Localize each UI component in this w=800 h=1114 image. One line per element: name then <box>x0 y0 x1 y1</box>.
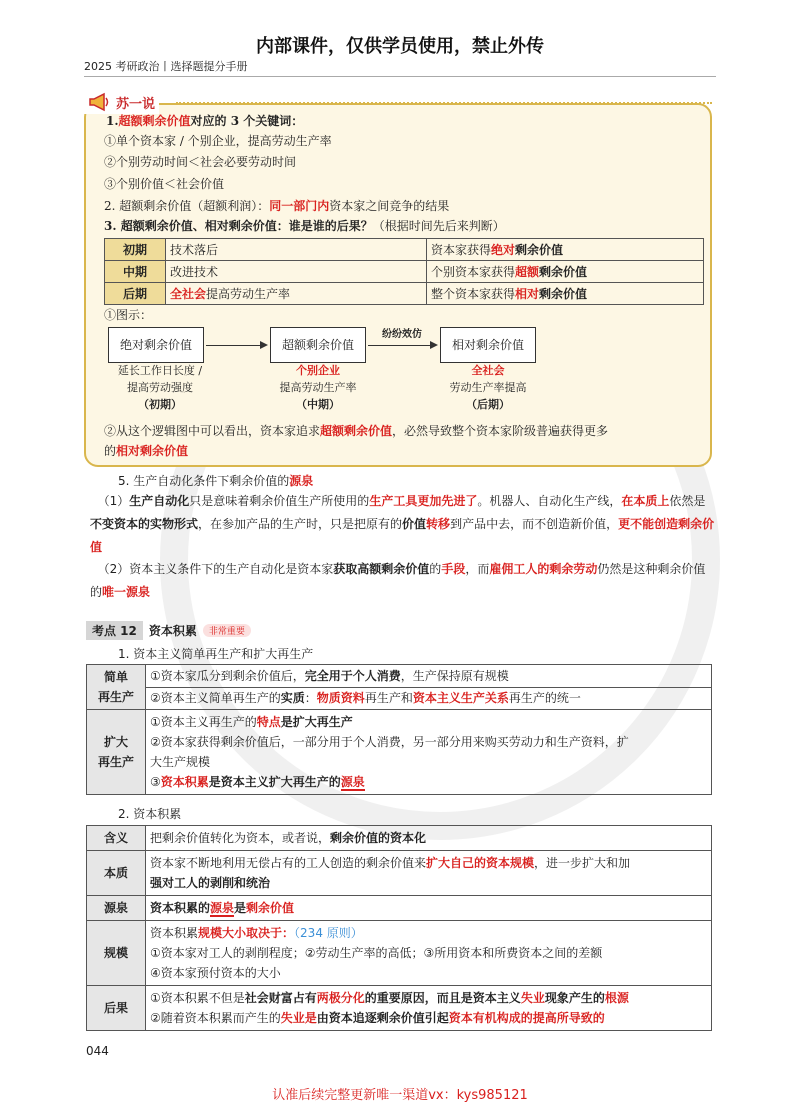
suyi-tag-label: 苏一说 <box>116 96 156 112</box>
scale-cell <box>146 921 712 986</box>
p2-g: 仍 <box>597 562 610 576</box>
res-2d: 资本有机构成的提高所导致的 <box>448 1011 605 1025</box>
flow-caption-2 <box>248 362 388 413</box>
cause-cell <box>166 261 427 283</box>
kaodian-number: 考点 12 <box>86 621 143 640</box>
res-cell <box>146 986 712 1031</box>
kd12-subtitle-2: 2. 资本积累 <box>118 807 182 821</box>
flow-arrow-2 <box>368 345 436 346</box>
s2d: 物质资料 <box>316 691 365 706</box>
flow-box-relative: 相对剩余价值 <box>440 327 536 363</box>
ess-b: 扩大自己的资本规模 <box>426 856 535 870</box>
simple-head-1: 简单 <box>103 670 128 684</box>
sec5-paragraph-1 <box>90 490 716 559</box>
cause-text: 提高劳动生产率 <box>206 287 291 301</box>
expand-cell <box>146 710 712 795</box>
scale-a: 资本积累 <box>150 926 199 940</box>
sec5-paragraph-2 <box>90 558 716 604</box>
p2-i: 唯一源泉 <box>102 585 151 599</box>
result-cell <box>427 239 704 261</box>
res-1d: 的重要原因，而且是资本主义 <box>364 991 521 1005</box>
stage-cell: 初期 <box>105 239 166 261</box>
p1-n: 更不能创造剩余价值 <box>90 517 715 554</box>
scale-row-3: ④资本家预付资本的大小 <box>150 966 281 980</box>
page-header-title: 内部课件，仅供学员使用，禁止外传 <box>256 36 544 57</box>
p2-d: 手段 <box>441 562 466 576</box>
point-2-rest: 资本家之间竞争的结果 <box>329 199 450 213</box>
caption-2-line-2: 提高劳动生产率 <box>279 381 357 394</box>
simple-row-2 <box>146 687 712 710</box>
p1-f: 在本质上 <box>621 494 670 508</box>
point-2-a: 2. 超额剩余价值（超额利润）： <box>104 199 270 213</box>
table-row <box>87 687 712 710</box>
stage-cell: 中期 <box>105 261 166 283</box>
s1c: ，生产保持原有规模 <box>400 668 509 683</box>
src-a: 资本积累的 <box>150 901 211 915</box>
p1-b: 生产自动化 <box>129 494 190 508</box>
suyi-point-1 <box>106 112 303 131</box>
expand-row-3 <box>150 772 707 792</box>
s1b: 完全用于个人消费 <box>304 668 401 683</box>
cause-cell <box>166 283 427 305</box>
res-row-2 <box>150 1008 707 1028</box>
note-a: ②从这个逻辑图中可以看出，资本家追求 <box>104 424 321 438</box>
p1-j: 价值 <box>402 517 427 531</box>
src-cell <box>146 896 712 921</box>
caption-3-red: 全社会 <box>471 364 505 377</box>
table-row <box>105 283 704 305</box>
keyword-1: ①单个资本家 / 个别企业，提高劳动生产率 <box>104 134 332 148</box>
ess-d: 强对工人的剥削和统治 <box>150 876 271 890</box>
scale-b: 规模大小取决于 <box>198 926 283 940</box>
res-row-1 <box>150 988 707 1008</box>
page-header-subtitle: 2025 考研政治丨选择题提分手册 <box>84 60 248 73</box>
table-row <box>87 921 712 986</box>
table-row <box>87 665 712 688</box>
e3a: ③ <box>150 775 161 789</box>
simple-row-1 <box>146 665 712 688</box>
result-red: 超额 <box>515 265 540 279</box>
p2-h: 然是这种剩余价值的 <box>90 562 706 599</box>
p1-k: 转移 <box>426 517 451 531</box>
s2g: 再生产的统一 <box>508 691 581 706</box>
megaphone-icon <box>88 92 110 112</box>
flow-caption-1 <box>90 362 230 413</box>
ess-cell <box>146 851 712 896</box>
sec5-title-text: 5. 生产自动化条件下剩余价值的 <box>118 474 290 488</box>
caption-1-line-1: 延长工作日长度 / <box>117 364 203 377</box>
cause-text: 技术落后 <box>170 243 219 257</box>
res-2b: 失业是 <box>280 1011 317 1025</box>
res-1g: 根源 <box>604 991 629 1005</box>
suyi-point-3 <box>104 217 505 236</box>
caption-2-line-3: （中期） <box>296 398 340 411</box>
result-pre: 个别资本家获得 <box>431 265 516 279</box>
table-row <box>105 239 704 261</box>
expand-row-2 <box>150 732 707 772</box>
p1-h: 不变资本的实物形式 <box>90 517 199 531</box>
caption-1-line-3: （初期） <box>138 398 182 411</box>
p1-d: 生产工具更加先进了 <box>369 494 478 508</box>
src-b: 源泉 <box>210 901 235 915</box>
def-cell <box>146 826 712 851</box>
kaodian-title: 资本积累 <box>148 623 197 638</box>
simple-head-2: 再生产 <box>97 690 134 704</box>
p2-a: （2）资本主义条件下的生产自动化是资本家 <box>97 562 334 576</box>
flow-arrow-1 <box>206 345 266 346</box>
res-1b: 社会财富占有 <box>244 991 317 1005</box>
note-red-2: 相对剩余价值 <box>116 444 189 458</box>
table-row <box>87 896 712 921</box>
s1a: ①资本家瓜分到剩余价值后， <box>150 668 305 683</box>
res-1e: 失业 <box>520 991 545 1005</box>
result-cell <box>427 283 704 305</box>
header-divider <box>84 76 716 77</box>
p2-b: 获取高额剩余价值 <box>333 562 430 576</box>
point-1-red: 超额剩余价值 <box>118 114 191 128</box>
s2a: ②资本主义简单再生产的 <box>150 691 281 706</box>
suyi-tag <box>84 90 159 114</box>
scale-c: ： <box>282 926 295 940</box>
ess-head: 本质 <box>87 851 146 896</box>
expand-head <box>87 710 146 795</box>
e3b: 资本积累 <box>160 775 209 789</box>
e3c: 是资本主义扩大再生产的 <box>208 775 341 789</box>
cause-text: 改进技术 <box>170 265 219 279</box>
point-3-b: （根据时间先后来判断） <box>372 219 505 233</box>
result-pre: 整个资本家获得 <box>431 287 516 301</box>
p2-c: 的 <box>429 562 442 576</box>
p2-f: 雇佣工人的剩余劳动 <box>489 562 598 576</box>
caption-3-line-2: 劳动生产率提高 <box>449 381 527 394</box>
point-3-a: 3. 超额剩余价值、相对剩余价值：谁是谁的后果？ <box>104 219 373 233</box>
p1-g: 依然是 <box>669 494 706 508</box>
flow-box-excess: 超额剩余价值 <box>270 327 366 363</box>
scale-d: （234 原则） <box>294 926 363 940</box>
ess-c: ，进一步扩大和加 <box>534 856 631 870</box>
s2b: 实质 <box>280 691 305 706</box>
expand-head-1: 扩大 <box>103 735 128 749</box>
keyword-3: ③个别价值＜社会价值 <box>104 177 225 191</box>
point-1-rest: 对应的 3 个关键词： <box>190 114 304 128</box>
table-row <box>105 261 704 283</box>
table-row <box>87 826 712 851</box>
res-head: 后果 <box>87 986 146 1031</box>
flow-box-absolute: 绝对剩余价值 <box>108 327 204 363</box>
res-2c: 由资本追逐剩余价值引起 <box>316 1011 449 1025</box>
e1b: 特点 <box>256 715 281 729</box>
kd12-subtitle-1: 1. 资本主义简单再生产和扩大再生产 <box>118 647 314 661</box>
e2a: ②资本家获得剩余价值后，一部分用于个人消费，另一部分用来购买劳动力和生产资料，扩 <box>150 735 629 749</box>
e2b: 大生产规模 <box>150 755 211 769</box>
result-red: 相对 <box>515 287 540 301</box>
page-number: 044 <box>86 1044 109 1058</box>
p1-a: （1） <box>97 494 130 508</box>
src-head: 源泉 <box>87 896 146 921</box>
result-cell <box>427 261 704 283</box>
result-post: 剩余价值 <box>515 243 564 257</box>
result-pre: 资本家获得 <box>431 243 492 257</box>
point-1-num: 1. <box>106 114 119 128</box>
table-row <box>87 851 712 896</box>
scale-row-2: ①资本家对工人的剥削程度；②劳动生产率的高低；③所用资本和所费资本之间的差额 <box>150 946 603 960</box>
res-1f: 现象产生的 <box>544 991 605 1005</box>
note-dotted-rule <box>176 102 712 104</box>
result-red: 绝对 <box>491 243 516 257</box>
p1-c: 只是意味着剩余价值生产所使用的 <box>189 494 370 508</box>
diagram-label: ①图示： <box>104 308 153 322</box>
scale-head: 规模 <box>87 921 146 986</box>
res-1c: 两极分化 <box>316 991 365 1005</box>
p1-l: 到产品中去，而 <box>450 517 535 531</box>
s2c: ： <box>304 691 317 706</box>
caption-2-red: 个别企业 <box>296 364 340 377</box>
section-5-title <box>118 472 313 489</box>
simple-head <box>87 665 146 710</box>
kaodian-tag <box>86 620 251 640</box>
importance-badge: 非常重要 <box>203 624 251 637</box>
res-2a: ②随着资本积累而产生的 <box>150 1011 281 1025</box>
expand-row-1 <box>150 712 707 732</box>
result-post: 剩余价值 <box>539 265 588 279</box>
table-row <box>87 986 712 1031</box>
diagram-note-line-1 <box>104 422 608 441</box>
src-d: 剩余价值 <box>246 901 295 915</box>
sec5-title-red: 源泉 <box>289 474 314 488</box>
suyi-point-2 <box>104 197 449 216</box>
accumulation-table <box>86 825 712 1031</box>
keyword-2: ②个别劳动时间＜社会必要劳动时间 <box>104 155 297 169</box>
p2-e: ，而 <box>465 562 490 576</box>
s2f: 资本主义生产关系 <box>412 691 509 706</box>
ess-a: 资本家不断地利用无偿占有的工人创造的剩余价值来 <box>150 856 427 870</box>
def-head: 含义 <box>87 826 146 851</box>
e1a: ①资本主义再生产的 <box>150 715 257 729</box>
flow-caption-3 <box>418 362 558 413</box>
e3d: 源泉 <box>340 775 365 789</box>
p1-e: 。机器人、自动化生产线， <box>477 494 622 508</box>
table-row <box>87 710 712 795</box>
note-b: ，必然导致整个资本家阶级普遍获得更多 <box>392 424 609 438</box>
caption-1-line-2: 提高劳动强度 <box>127 381 193 394</box>
p1-i: ，在参加产品的生产时，只是把原有的 <box>198 517 403 531</box>
cause-red: 全社会 <box>170 287 207 301</box>
e1c: 是扩大再生产 <box>280 715 353 729</box>
note-red-1: 超额剩余价值 <box>320 424 393 438</box>
result-post: 剩余价值 <box>539 287 588 301</box>
point-2-red: 同一部门内 <box>269 199 330 213</box>
caption-3-line-3: （后期） <box>466 398 510 411</box>
p1-m: 不创造新价值， <box>534 517 619 531</box>
reproduction-table <box>86 664 712 795</box>
src-c: 是 <box>234 901 247 915</box>
scale-row-1 <box>150 923 707 943</box>
note-c: 的 <box>104 444 117 458</box>
stage-table <box>104 238 704 305</box>
diagram-note-line-2 <box>104 442 188 461</box>
res-1a: ①资本积累不但是 <box>150 991 245 1005</box>
def-b: 剩余价值的资本化 <box>330 831 427 845</box>
def-a: 把剩余价值转化为资本，或者说， <box>150 831 331 845</box>
stage-cell: 后期 <box>105 283 166 305</box>
s2e: 再生产和 <box>364 691 413 706</box>
flow-arrow-2-label: 纷纷效仿 <box>382 329 422 340</box>
footer-channel-note: 认准后续完整更新唯一渠道vx：kys985121 <box>272 1088 528 1103</box>
cause-cell <box>166 239 427 261</box>
expand-head-2: 再生产 <box>97 755 134 769</box>
